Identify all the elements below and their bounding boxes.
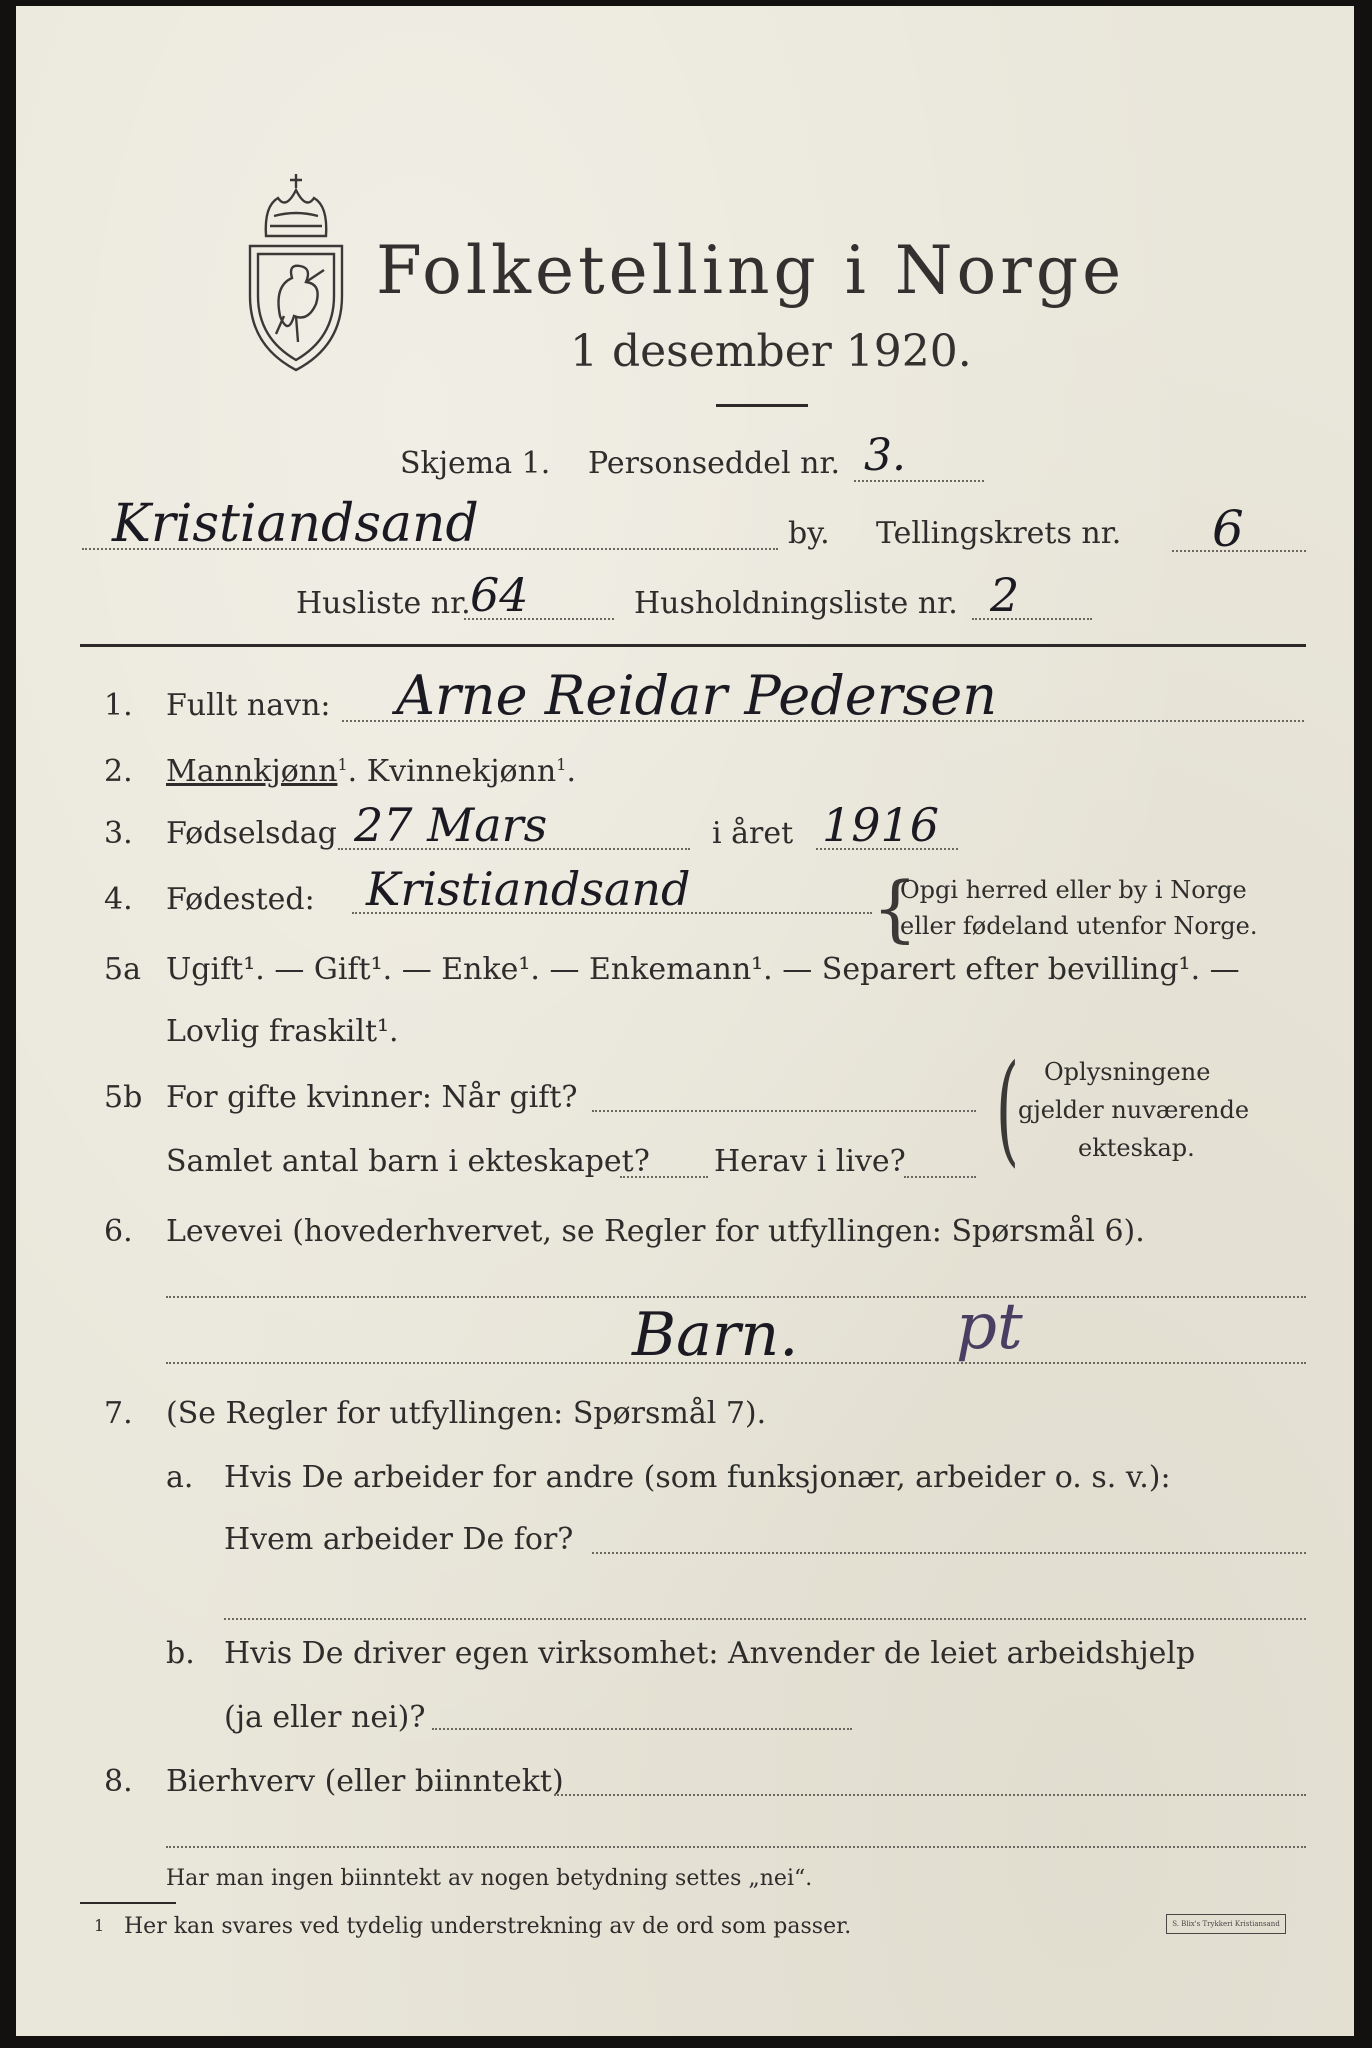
q8-line2 (166, 1846, 1306, 1848)
tellingskrets-label: Tellingskrets nr. (876, 516, 1122, 551)
q6-line1 (166, 1296, 1306, 1298)
q5b-note-line2: gjelder nuværende (1018, 1096, 1250, 1124)
q5b-number: 5b (104, 1080, 143, 1115)
q5b-line2b-dots (904, 1176, 976, 1178)
q4-brace: { (872, 866, 918, 950)
q4-value: Kristiandsand (366, 862, 691, 916)
coat-of-arms-icon (236, 166, 356, 376)
q6-label: Levevei (hovederhvervet, se Regler for utfyllingen: Spørsmål 6). (166, 1214, 1145, 1249)
skjema-label: Skjema 1. (400, 446, 551, 481)
personseddel-label: Personseddel nr. (588, 446, 841, 481)
q5b-line2a-dots (620, 1176, 708, 1178)
q7a-letter: a. (166, 1460, 194, 1495)
husholdning-value: 2 (990, 568, 1020, 622)
q5a-line1: Ugift¹. — Gift¹. — Enke¹. — Enkemann¹. — Separert efter bevilling¹. — (166, 952, 1240, 987)
q8-line1 (554, 1794, 1306, 1796)
personseddel-value: 3. (864, 430, 906, 481)
q7b-line2-dots (432, 1728, 852, 1730)
q2-options: Mannkjønn$^1$. Kvinnekjønn$^1$. (166, 754, 576, 789)
city-value: Kristiandsand (112, 494, 479, 554)
q7a-line3-dots (224, 1618, 1306, 1620)
title-divider (716, 404, 808, 407)
q4-note-line2: eller fødeland utenfor Norge. (900, 912, 1258, 940)
q5b-line1: For gifte kvinner: Når gift? (166, 1080, 578, 1115)
q2-number: 2. (104, 754, 133, 789)
q4-label: Fødested: (166, 882, 315, 917)
q7b-line1: Hvis De driver egen virksomhet: Anvender de leiet arbeidshjelp (224, 1636, 1196, 1671)
q7a-line2-dots (592, 1552, 1306, 1554)
q7-number: 7. (104, 1396, 133, 1431)
form-title: Folketelling i Norge (376, 232, 1126, 309)
tellingskrets-value: 6 (1212, 500, 1244, 558)
q5b-note-line1: Oplysningene (1044, 1058, 1211, 1086)
q3-year-value: 1916 (822, 798, 940, 852)
by-label: by. (788, 516, 830, 551)
husliste-value: 64 (470, 568, 529, 622)
census-form-page (16, 6, 1354, 2036)
q6-mark: pt (956, 1290, 1023, 1364)
q1-number: 1. (104, 688, 133, 723)
q7b-letter: b. (166, 1636, 195, 1671)
q5a-number: 5a (104, 952, 141, 987)
q2-female: Kvinnekjønn (366, 754, 557, 789)
q3-year-label: i året (712, 816, 794, 851)
form-date: 1 desember 1920. (570, 326, 972, 377)
q6-number: 6. (104, 1214, 133, 1249)
q2-male: Mannkjønn (166, 754, 338, 789)
q8-note: Har man ingen biinntekt av nogen betydning settes „nei“. (166, 1866, 813, 1891)
q3-number: 3. (104, 816, 133, 851)
q4-number: 4. (104, 882, 133, 917)
header-rule (80, 644, 1306, 647)
q4-note-line1: Opgi herred eller by i Norge (900, 876, 1247, 904)
footnote-rule (80, 1902, 176, 1904)
q3-value: 27 Mars (354, 798, 548, 852)
q8-number: 8. (104, 1764, 133, 1799)
q7a-line2: Hvem arbeider De for? (224, 1522, 574, 1557)
husholdning-label: Husholdningsliste nr. (634, 586, 958, 621)
q5a-line2: Lovlig fraskilt¹. (166, 1014, 399, 1049)
q8-label: Bierhverv (eller biinntekt) (166, 1764, 564, 1799)
footnote-marker: 1 (94, 1916, 105, 1935)
q1-label: Fullt navn: (166, 688, 331, 723)
q7-label: (Se Regler for utfyllingen: Spørsmål 7). (166, 1396, 767, 1431)
q3-label: Fødselsdag (166, 816, 337, 851)
footnote-text: Her kan svares ved tydelig understrekning av de ord som passer. (124, 1914, 852, 1939)
q7a-line1: Hvis De arbeider for andre (som funksjonær, arbeider o. s. v.): (224, 1460, 1171, 1495)
q5b-line2a: Samlet antal barn i ekteskapet? (166, 1144, 650, 1179)
q5b-note-line3: ekteskap. (1078, 1134, 1195, 1162)
q7b-line2: (ja eller nei)? (224, 1700, 426, 1735)
husliste-label: Husliste nr. (296, 586, 471, 621)
q5b-line1-dots (592, 1110, 976, 1112)
q6-value: Barn. (632, 1300, 799, 1370)
q1-value: Arne Reidar Pedersen (396, 664, 997, 727)
q5b-brace: ( (995, 1040, 1020, 1179)
q5b-line2b: Herav i live? (714, 1144, 906, 1179)
printer-stamp: S. Blix's Trykkeri Kristiansand (1166, 1914, 1286, 1934)
